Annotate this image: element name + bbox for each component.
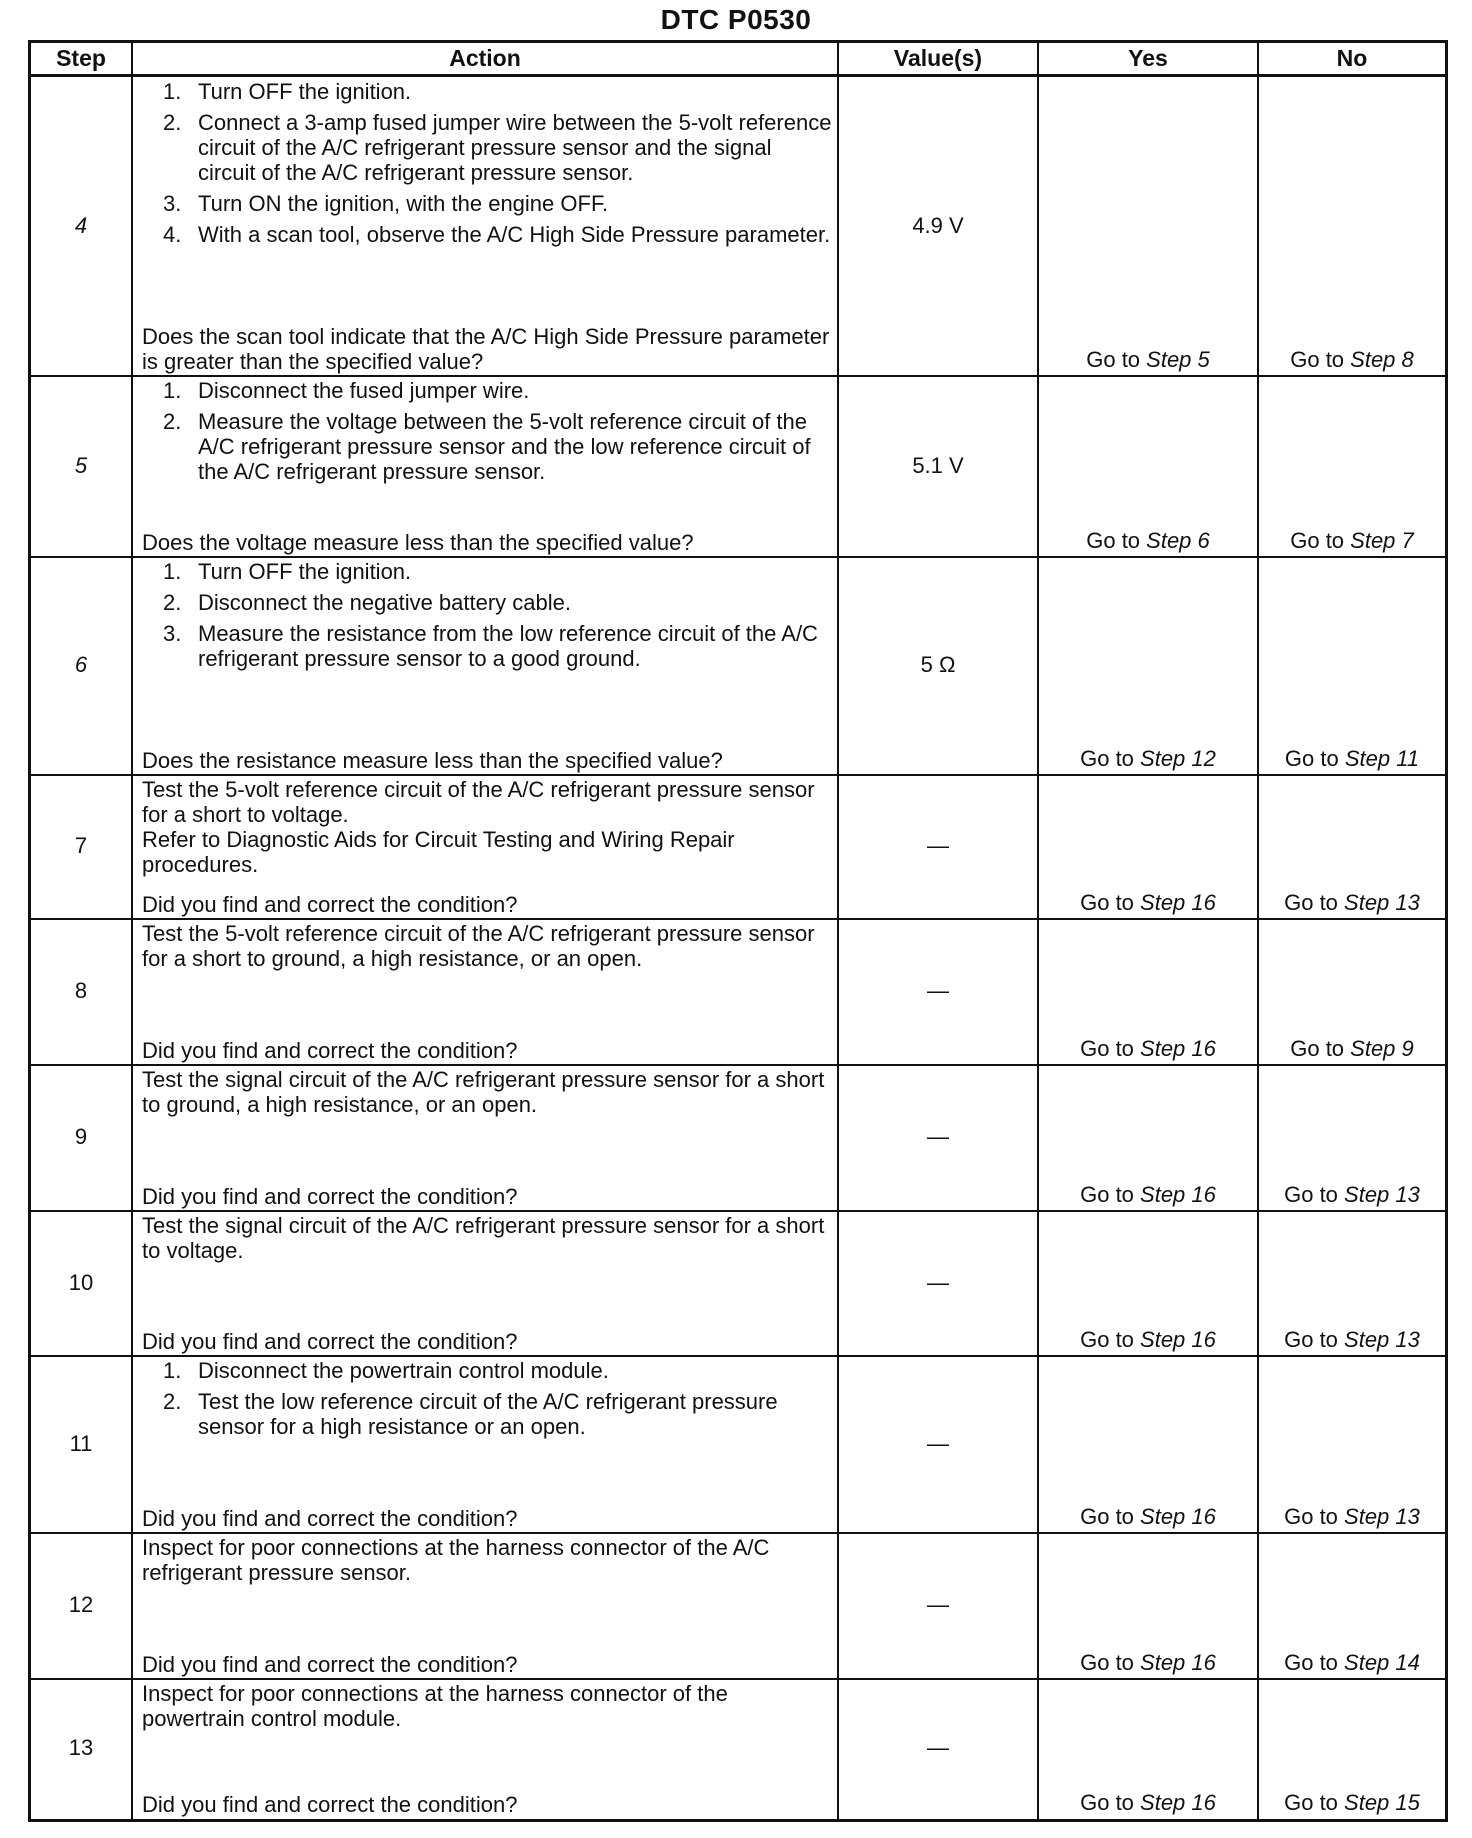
goto-step-link[interactable]: Step 14 <box>1344 1650 1420 1675</box>
step-number: 9 <box>74 1124 88 1149</box>
action-step-item <box>142 559 832 584</box>
table-row <box>31 1065 1445 1211</box>
no-cell[interactable]: Go to Step 11 <box>1284 746 1420 771</box>
goto-step-link[interactable]: Step 9 <box>1350 1036 1414 1061</box>
value-cell: — <box>927 1430 949 1456</box>
table-row <box>31 376 1445 557</box>
step-number: 7 <box>74 833 88 858</box>
page-title: DTC P0530 <box>660 4 812 35</box>
action-steps-list <box>142 79 832 247</box>
step-number: 12 <box>68 1592 94 1617</box>
action-cell <box>142 559 832 773</box>
step-number: 10 <box>68 1269 94 1295</box>
action-steps-list <box>142 378 832 484</box>
goto-step-link[interactable]: Step 13 <box>1344 890 1420 915</box>
action-step-number: 3. <box>163 621 182 646</box>
goto-step-link[interactable]: Step 12 <box>1140 746 1216 771</box>
action-step-text: Measure the voltage between the 5-volt reference circuit of the A/C refrigerant pressure sensor and the low reference circuit of the A/C refrigerant pressure sensor. <box>198 409 811 484</box>
action-step-item <box>142 222 832 247</box>
goto-step-link[interactable]: Step 16 <box>1140 1182 1216 1207</box>
value-cell: 5.1 V <box>912 452 964 478</box>
action-text: Test the signal circuit of the A/C refrigerant pressure sensor for a short to ground, a high resistance, or an open. <box>142 1067 825 1117</box>
action-question: Did you find and correct the condition? <box>142 1652 518 1677</box>
header-no: No <box>1336 45 1368 71</box>
action-text: Inspect for poor connections at the harness connector of the powertrain control module. <box>142 1681 728 1731</box>
action-cell <box>142 378 832 555</box>
action-step-item <box>142 409 832 484</box>
table-row <box>31 1679 1445 1819</box>
goto-step-link[interactable]: Step 13 <box>1344 1504 1420 1529</box>
action-step-number: 1. <box>163 79 182 104</box>
action-step-text: Turn ON the ignition, with the engine OFF. <box>198 191 609 216</box>
action-cell <box>142 1213 832 1354</box>
yes-cell[interactable]: Go to Step 16 <box>1080 1036 1216 1061</box>
action-step-text: Disconnect the powertrain control module. <box>198 1358 609 1383</box>
table-header <box>31 43 1445 77</box>
value-cell: 5 Ω <box>920 652 956 677</box>
action-step-item <box>142 1358 832 1383</box>
goto-step-link[interactable]: Step 16 <box>1140 1650 1216 1675</box>
action-step-item <box>142 1389 832 1439</box>
action-cell <box>142 1067 832 1209</box>
goto-step-link[interactable]: Step 16 <box>1140 1036 1216 1061</box>
value-cell: 4.9 V <box>912 212 964 238</box>
header-action: Action <box>449 45 521 71</box>
action-step-text: Test the low reference circuit of the A/C refrigerant pressure sensor for a high resistance or an open. <box>198 1389 778 1439</box>
action-step-number: 3. <box>163 191 182 216</box>
step-number: 5 <box>74 452 88 478</box>
value-cell: — <box>927 978 949 1003</box>
action-text: Test the 5-volt reference circuit of the A/C refrigerant pressure sensor for a short to voltage. <box>142 777 815 827</box>
action-question: Did you find and correct the condition? <box>142 1038 518 1063</box>
action-step-item <box>142 79 832 104</box>
goto-step-link[interactable]: Step 6 <box>1146 528 1210 553</box>
step-number: 13 <box>68 1735 94 1760</box>
action-cell <box>142 1358 832 1531</box>
yes-cell[interactable]: Go to Step 16 <box>1080 1327 1216 1352</box>
action-step-number: 1. <box>163 1358 182 1383</box>
step-number: 4 <box>74 212 88 238</box>
table-row <box>31 775 1445 919</box>
action-step-text: Disconnect the negative battery cable. <box>198 590 572 615</box>
action-step-text: With a scan tool, observe the A/C High Side Pressure parameter. <box>198 222 831 247</box>
goto-step-link[interactable]: Step 16 <box>1140 1504 1216 1529</box>
goto-step-link[interactable]: Step 16 <box>1140 890 1216 915</box>
action-question: Does the resistance measure less than the specified value? <box>142 748 723 773</box>
action-text: Test the signal circuit of the A/C refrigerant pressure sensor for a short to voltage. <box>142 1213 825 1263</box>
table-row <box>31 77 1445 376</box>
goto-step-link[interactable]: Step 5 <box>1146 347 1210 372</box>
action-cell <box>142 921 832 1063</box>
goto-step-link[interactable]: Step 16 <box>1140 1327 1216 1352</box>
action-cell <box>142 1535 832 1677</box>
action-text: Inspect for poor connections at the harness connector of the A/C refrigerant pressure sensor. <box>142 1535 770 1585</box>
action-question: Did you find and correct the condition? <box>142 892 518 917</box>
goto-step-link[interactable]: Step 15 <box>1344 1790 1420 1815</box>
action-question: Does the voltage measure less than the specified value? <box>142 530 694 555</box>
table-row <box>31 1356 1445 1533</box>
action-step-text: Measure the resistance from the low reference circuit of the A/C refrigerant pressure sensor to a good ground. <box>198 621 818 671</box>
action-step-number: 1. <box>163 378 182 403</box>
no-cell[interactable]: Go to Step 8 <box>1290 347 1414 372</box>
no-cell[interactable]: Go to Step 13 <box>1284 1327 1420 1352</box>
action-steps-list <box>142 559 832 671</box>
action-cell <box>142 1681 832 1817</box>
goto-step-link[interactable]: Step 16 <box>1140 1790 1216 1815</box>
action-steps-list <box>142 1358 832 1439</box>
action-cell <box>142 79 832 374</box>
no-cell[interactable]: Go to Step 14 <box>1284 1650 1420 1675</box>
step-number: 8 <box>74 978 88 1003</box>
yes-cell[interactable]: Go to Step 16 <box>1080 1650 1216 1675</box>
value-cell: — <box>927 833 949 858</box>
table-row <box>31 1211 1445 1356</box>
action-step-item <box>142 378 832 403</box>
goto-step-link[interactable]: Step 13 <box>1344 1182 1420 1207</box>
action-step-number: 4. <box>163 222 182 247</box>
value-cell: — <box>927 1592 949 1617</box>
no-cell[interactable]: Go to Step 13 <box>1284 1504 1420 1529</box>
step-number: 6 <box>74 652 88 677</box>
yes-cell[interactable]: Go to Step 16 <box>1080 1504 1216 1529</box>
action-step-number: 2. <box>163 1389 182 1414</box>
value-cell: — <box>927 1735 949 1760</box>
action-step-text: Turn OFF the ignition. <box>198 559 412 584</box>
action-step-number: 2. <box>163 110 182 135</box>
action-question: Did you find and correct the condition? <box>142 1184 518 1209</box>
value-cell: — <box>927 1269 949 1295</box>
action-step-item <box>142 110 832 185</box>
action-step-item <box>142 590 832 615</box>
no-cell[interactable]: Go to Step 7 <box>1290 528 1414 553</box>
action-question: Did you find and correct the condition? <box>142 1329 518 1354</box>
action-step-text: Turn OFF the ignition. <box>198 79 412 104</box>
action-cell <box>142 777 832 917</box>
action-text: Test the 5-volt reference circuit of the A/C refrigerant pressure sensor for a short to ground, a high resistance, or an open. <box>142 921 815 971</box>
action-step-item <box>142 621 832 671</box>
action-step-number: 2. <box>163 409 182 434</box>
no-cell[interactable]: Go to Step 9 <box>1290 1036 1414 1061</box>
action-text: Refer to Diagnostic Aids for Circuit Testing and Wiring Repair procedures. <box>142 827 735 877</box>
goto-step-link[interactable]: Step 8 <box>1350 347 1414 372</box>
yes-cell[interactable]: Go to Step 16 <box>1080 890 1216 915</box>
goto-step-link[interactable]: Step 11 <box>1344 746 1420 771</box>
yes-cell[interactable]: Go to Step 16 <box>1080 1790 1216 1815</box>
header-yes: Yes <box>1128 45 1168 71</box>
table-row <box>31 919 1445 1065</box>
header-values: Value(s) <box>893 45 983 71</box>
yes-cell[interactable]: Go to Step 12 <box>1080 746 1216 771</box>
yes-cell[interactable]: Go to Step 6 <box>1086 528 1210 553</box>
action-question: Did you find and correct the condition? <box>142 1506 518 1531</box>
step-number: 11 <box>69 1430 93 1456</box>
action-step-number: 2. <box>163 590 182 615</box>
no-cell[interactable]: Go to Step 13 <box>1284 890 1420 915</box>
action-question: Did you find and correct the condition? <box>142 1792 518 1817</box>
action-step-number: 1. <box>163 559 182 584</box>
no-cell[interactable]: Go to Step 13 <box>1284 1182 1420 1207</box>
header-step: Step <box>56 45 106 71</box>
yes-cell[interactable]: Go to Step 16 <box>1080 1182 1216 1207</box>
dtc-table <box>28 40 1448 1822</box>
yes-cell[interactable]: Go to Step 5 <box>1086 347 1210 372</box>
action-step-item <box>142 191 832 216</box>
action-step-text: Connect a 3-amp fused jumper wire between the 5-volt reference circuit of the A/C refrigerant pressure sensor and the signal circuit of the A/C refrigerant pressure sensor. <box>198 110 832 185</box>
goto-step-link[interactable]: Step 13 <box>1344 1327 1420 1352</box>
value-cell: — <box>927 1124 949 1149</box>
table-row <box>31 1533 1445 1679</box>
action-step-text: Disconnect the fused jumper wire. <box>198 378 530 403</box>
table-row <box>31 557 1445 775</box>
goto-step-link[interactable]: Step 7 <box>1350 528 1414 553</box>
no-cell[interactable]: Go to Step 15 <box>1284 1790 1420 1815</box>
action-question: Does the scan tool indicate that the A/C High Side Pressure parameter is greater than the specified value? <box>142 324 830 374</box>
